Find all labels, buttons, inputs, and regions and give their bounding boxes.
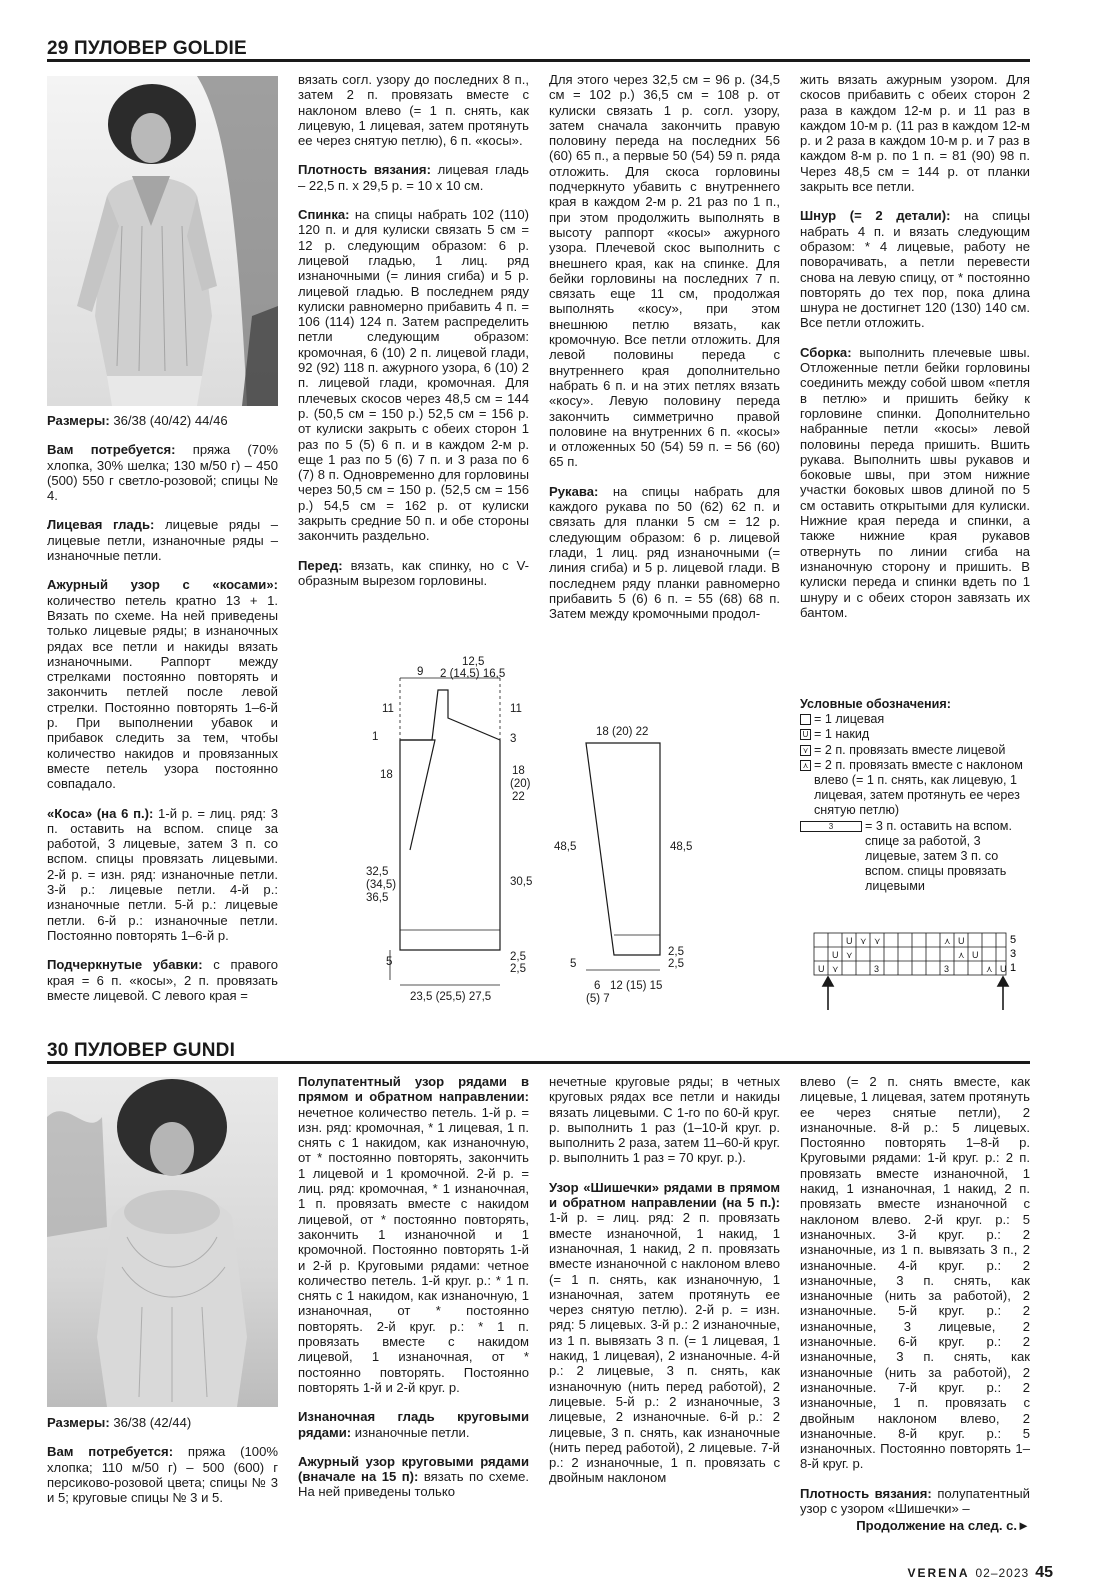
s30-column-4 [800,1074,1030,1534]
svg-text:⋎: ⋎ [874,936,881,946]
dim-right-20: (20) [510,778,531,790]
svg-text:U: U [846,936,853,946]
text-block: Узор «Шишечки» рядами в прямом и обратном направлении (на 5 п.): 1-й р. = лиц. ряд: 2 п. провязать вместе изнаночной, 1 накид, 1 изнаночная, 1 накид, 2 п. провязать вместе изнаночной с наклоном влево (= 1 п. снять, как изнаночную, 1 изнаночная, затем протянуть ее через снятую петлю). 2-й р. = изн. ряд: 5 лицевых. 3-й р.: 2 изнаночные, из 1 п. вывязать 3 п. (= 1 лицевая, 1 накид, 1 лицевая), 2 изнаночные. 4-й р.: 2 лицевые, 3 п. снять, как изнаночную (нить перед работой), 2 лицевые. 5-й р.: 2 изнаночные, 3 лицевые, 2 изнаночные. 6-й р.: 2 лицевые, 3 п. снять, как изнаночные (нить перед работой), 2 лицевые. 7-й р.: 2 изнаночные, 1 п. провязать с двойным наклоном [549,1179,780,1486]
symbol-legend [800,697,1032,895]
k2tog-symbol-icon: ⋎ [800,745,811,756]
body-schematic [350,650,550,1010]
svg-text:3: 3 [944,964,950,974]
svg-text:⋎: ⋎ [832,964,839,974]
text-block: Подчеркнутые убавки: с правого края = 6 п. «косы», 2 п. провязать вместе лицевой. С левого края = [47,957,278,1003]
dim-bottom-width: 23,5 (25,5) 27,5 [410,991,492,1003]
dim-top-12-5: 12,5 [462,656,485,668]
text-block: Рукава: на спицы набрать для каждого рукава по 50 (62) 62 п. и связать для планки 5 см = 12 р. следующим образом: 6 р. лицевой глади, 1 лиц. ряд изнаночными (= линия сгиба) и 5 р. лицевой глади. В последнем ряду планки равномерно прибавить 5 (6) 6 п. = 55 (68) 68 п. Затем между кромочными продол- [549,483,780,622]
svg-text:⋏: ⋏ [986,964,993,974]
text-block: Размеры: 36/38 (40/42) 44/46 [47,413,228,428]
dim-left-5: 5 [386,956,393,968]
section-30-heading: 30 ПУЛОВЕР GUNDI [47,1040,1030,1064]
dim-left-36-5: 36,5 [366,892,389,904]
svg-text:⋏: ⋏ [944,936,951,946]
dim-right-18: 18 [512,765,525,777]
page-footer [907,1564,1053,1582]
section-29-heading: 29 ПУЛОВЕР GOLDIE [47,38,1030,62]
dim-right-2-5b: 2,5 [510,963,526,975]
svg-text:⋎: ⋎ [846,950,853,960]
model-photo-goldie [47,76,278,406]
model-photo-gundi-art [47,1077,278,1407]
svg-text:⋎: ⋎ [860,936,867,946]
text-block: вязать согл. узору до последних 8 п., затем 2 п. провязать вместе с наклоном влево (= 1 п. снять, как лицевую, 1 лицевая, затем протянуть ее через снятую петлю), 6 п. «косы». [298,72,529,149]
page-number: 45 [1035,1564,1053,1581]
model-photo-goldie-art [47,76,278,406]
legend-item: ⋎ = 2 п. провязать вместе лицевой [800,743,1032,758]
neckline-line [400,740,435,850]
sleeve-schematic [552,715,702,1035]
text-block: Плотность вязания: полупатентный узор с узором «Шишечки» – [800,1485,1030,1517]
text-block: Ажурный узор круговыми рядами (вначале на 15 п): вязать по схеме. На ней приведены только [298,1453,530,1500]
sleeve-outline [586,743,660,955]
s29-column-2 [298,72,529,602]
dim-left-18: 18 [380,769,393,781]
issue-number: 02–2023 [975,1566,1030,1580]
sleeve-dim-5: 5 [570,958,577,970]
knit-symbol-icon [800,714,811,725]
dim-right-2-5a: 2,5 [510,951,526,963]
legend-item: U = 1 накид [800,727,1032,742]
dim-right-30-5: 30,5 [510,876,533,888]
dim-left-34-5: (34,5) [366,879,397,891]
dim-top-9: 9 [417,666,424,678]
ssk-symbol-icon: ⋏ [800,760,811,771]
text-block: Изнаночная гладь круговыми рядами: изнаночные петли. [298,1409,529,1440]
model-photo-gundi [47,1077,278,1407]
sleeve-dim-right: 48,5 [670,841,693,853]
s29-column-4 [800,72,1030,634]
chart-row-5: 5 [1010,934,1017,946]
svg-text:3: 3 [874,964,880,974]
body-outline [400,690,500,950]
svg-text:U: U [972,950,979,960]
sleeve-dim-cuff: 12 (15) 15 [610,980,663,992]
yarn-over-symbol-icon: U [800,729,811,740]
text-block: Спинка: на спицы набрать 102 (110) 120 п. и для кулиски связать 5 см = 12 р. следующим образом: 6 р. лицевой гладью, 1 лиц. ряд изнаночными (= линия сгиба) и 5 р. лицевой гладью. В последнем ряду кулиски равномерно прибавить 4 п. = 106 (114) 124 п. Затем распределить петли следующим образом: кромочная, 6 (10) 2 п. лицевой глади, 92 (92) 118 п. ажурного узора, 6 (10) 2 п. лицевой глади, кромочная. Для плечевых скосов через 48,5 см = 144 р. (50,5 см = 150 р.) 52,5 см = 156 р. от кулиски закрыть с обеих сторон 1 раз по 5 (5) 6 п. и в каждом 2-м р. еще 1 раз по 5 (6) 7 п. и 3 раза по 6 (7) 8 п. Одновременно для горловины через 50,5 см = 150 р. (52,5 см = 156 р.) 54,5 см = 162 р. от кулиски закрыть средние 50 п. и обе стороны закончить раздельно. [298,207,529,544]
text-block: Для этого через 32,5 см = 96 р. (34,5 см = 102 р.) 36,5 см = 108 р. от кулиски связать 1 р. согл. узору, затем сначала закончить правую половину переда на последних 56 (60) 65 п., а первые 50 (54) 59 п. ряда отложить. Для скоса горловины подчеркнуто убавить с внутреннего края в каждом 2-м р. 21 раз по 1 п., при этом продолжить выполнять в высоту раппорт «косы» ажурного узора. Плечевой скос выполнить с внешнего края, как на спинке. Для бейки горловины на последних 7 п. связать еще 11 см, продолжая выполнять «косу», при этом внешнюю петлю вязать, как кромочную. Все петли отложить. Для левой половины переда с внутреннего края дополнительно набрать 6 п. и на этих петлях вязать «косу». Левую половину переда закончить симметрично правой половине на внутренних 6 п. «косы» и отложенных 50 (54) 59 п. = 56 (60) 65 п. [549,72,780,470]
text-block: Лицевая гладь: лицевые ряды – лицевые петли, изнаночные ряды – изнаночные петли. [47,517,278,564]
legend-title: Условные обозначения: [800,697,951,711]
sleeve-dim-5-7: (5) 7 [586,993,610,1005]
svg-text:U: U [832,950,839,960]
legend-item: = 1 лицевая [800,712,1032,727]
svg-text:⋏: ⋏ [958,950,965,960]
s29-left-column [47,413,278,1017]
dim-top-neck: 2 (14,5) 16,5 [440,668,506,680]
text-block: Перед: вязать, как спинку, но с V-образным вырезом горловины. [298,557,529,588]
dim-left-32-5: 32,5 [366,866,389,878]
text-block: Шнур (= 2 детали): на спицы набрать 4 п. и вязать следующим образом: * 4 лицевые, работу не поворачивать, а петли перевести снова на левую спицу, от * постоянно повторять до тех пор, пока длина шнура не достигнет 120 (130) 140 см. Все петли отложить. [800,208,1030,331]
text-block: «Коса» (на 6 п.): 1-й р. = лиц. ряд: 3 п. оставить на вспом. спице за работой, 3 лицевые, затем 3 п. со вспом. спицы провязать лицевыми. 2-й р. = изн. ряд: изнаночные петли. 3-й р.: лицевые петли. 4-й р.: изнаночные петли. 5-й р.: лицевые петли. 6-й р.: изнаночные петли. Постоянно повторять 1–6-й р. [47,805,278,943]
text-block: Вам потребуется: пряжа (70% хлопка, 30% шелка; 130 м/50 г) – 450 (500) 550 г светло-розовой; спицы № 4. [47,442,278,504]
cable-symbol-icon: 3 [800,821,862,832]
text-block: нечетные круговые ряды; в четных круговых рядах все петли и накиды вязать лицевыми. С 1-го по 60-й круг. р. выполнить 1 раз (1–10-й круг. р. выполнить 2 раза, затем 11–60-й круг. р. выполнить 1 раз = 70 круг. р.). [549,1074,780,1166]
dim-right-3: 3 [510,733,517,745]
dim-right-22: 22 [512,791,525,803]
svg-text:U: U [958,936,965,946]
s30-column-3 [549,1074,780,1500]
text-block: Сборка: выполнить плечевые швы. Отложенные петли бейки горловины соединить между собой швом «петля в петлю» и пришить бейку к горловине спинки. Дополнительно набранные петли «косы» левой половины переда пришить. Вшить рукава. Выполнить швы рукавов и боковые швы, при этом нижние участки боковых швов длиной по 5 см оставить открытыми для кулиски. Нижние края переда и спинки, а также нижние края рукавов отвернуть по линии сгиба на изнаночную сторону и пришить. В кулиски переда и спинки вдеть по 1 шнуру и с обеих сторон завязать их бантом. [800,344,1030,620]
lace-pattern-chart [812,930,1027,1015]
s29-column-3 [549,72,780,635]
dim-left-11: 11 [382,703,394,715]
sleeve-dim-2-5b: 2,5 [668,958,684,970]
sleeve-dim-left: 48,5 [554,841,577,853]
text-block: Вам потребуется: пряжа (100% хлопка; 110 м/50 г) – 500 (600) г персиково-розовой цвета; спицы № 3 и 5; круговые спицы № 3 и 5. [47,1444,279,1506]
dim-right-11: 11 [510,703,522,715]
legend-item: ⋏ = 2 п. провязать вместе с наклоном влево (= 1 п. снять, как лицевую, 1 лицевая, затем протянуть ее через снятую петлю) [800,758,1032,819]
svg-text:U: U [818,964,825,974]
legend-item: 3 = 3 п. оставить на вспом. спице за работой, 3 лицевые, затем 3 п. со вспом. спицы провязать лицевыми [800,819,1032,895]
sleeve-dim-6: 6 [594,980,601,992]
continued-next-page: Продолжение на след. с.► [856,1518,1030,1534]
s30-column-2 [298,1074,529,1514]
s30-left-column [47,1415,278,1519]
sleeve-dim-top: 18 (20) 22 [596,726,649,738]
text-block: Размеры: 36/38 (42/44) [47,1415,192,1430]
chart-row-1: 1 [1010,962,1017,974]
chart-row-3: 3 [1010,948,1017,960]
text-block: Ажурный узор с «косами»: количество петель кратно 13 + 1. Вязать по схеме. На ней приведены только лицевые ряды; в изнаночных рядах все петли и накиды вязать изнаночными. Раппорт между стрелками постоянно повторять и закончить петлей после левой стрелки. Постоянно повторять 1–6-й р. При выполнении убавок и прибавок следить за тем, чтобы количество накидов и провязанных вместе петель узора постоянно совпадало. [47,577,278,792]
text-block: влево (= 2 п. снять вместе, как лицевые, 1 лицевая, затем протянуть ее через снятые петли), 2 изнаночные. 8-й р.: 5 лицевых. Постоянно повторять 1–8-й р. Круговыми рядами: 1-й круг. р.: 2 п. провязать вместе изнаночной, 1 накид, 1 изнаночная, 1 накид, 2 п. провязать вместе изнаночной с наклоном влево. 2-й круг. р.: 5 изнаночных. 3-й круг. р.: 2 изнаночные, из 1 п. вывязать 3 п., 2 изнаночные. 4-й круг. р.: 2 изнаночные, 3 п. снять, как изнаночные (нить за работой), 2 изнаночные. 5-й круг. р.: 2 изнаночные, 3 лицевые, 2 изнаночные. 6-й круг. р.: 2 изнаночные, 3 п. снять, как изнаночные (нить за работой), 2 изнаночные. 7-й круг. р.: 2 изнаночные, 1 п. провязать с двойным наклоном влево, 2 изнаночные. 8-й круг. р.: 5 изнаночных. Постоянно повторять 1–8-й круг. р. [800,1074,1030,1472]
text-block: Полупатентный узор рядами в прямом и обратном направлении: нечетное количество петель. 1-й р. = изн. ряд: кромочная, * 1 лицевая, 1 п. снять с 1 накидом, как изнаночную, от * постоянно повторять, закончить 1 лицевой и 1 кромочной. 2-й р. = лиц. ряд: кромочная, * 1 изнаночная, 1 п. провязать вместе с накидом лицевой, от * постоянно повторять, закончить 1 изнаночной и 1 кромочной. Постоянно повторять 1-й и 2-й р. Круговыми рядами: четное количество петель. 1-й круг. р.: * 1 п. снять с 1 накидом, как изнаночную, 1 изнаночная, от * постоянно повторять. 2-й круг. р.: * 1 п. провязать вместе с накидом лицевой, 1 изнаночная, от * постоянно повторять. Постоянно повторять 1-й и 2-й круг. р. [298,1074,529,1395]
dim-left-1: 1 [372,731,379,743]
text-block: жить вязать ажурным узором. Для скосов прибавить с обеих сторон 2 раза в каждом 12-м р. и 11 раз в каждом 10-м р. (11 раз в каждом 12-м р. и 2 раза в каждом 10-м р. и 7 раз в каждом 8-м р. по 1 п. = 81 (90) 98 п. Через 48,5 см = 144 р. от планки закрыть все петли. [800,72,1030,195]
magazine-brand: VERENA [907,1566,970,1580]
text-block: Плотность вязания: лицевая гладь – 22,5 п. х 29,5 р. = 10 х 10 см. [298,162,530,193]
sleeve-dim-2-5a: 2,5 [668,946,684,958]
svg-text:U: U [1000,964,1007,974]
